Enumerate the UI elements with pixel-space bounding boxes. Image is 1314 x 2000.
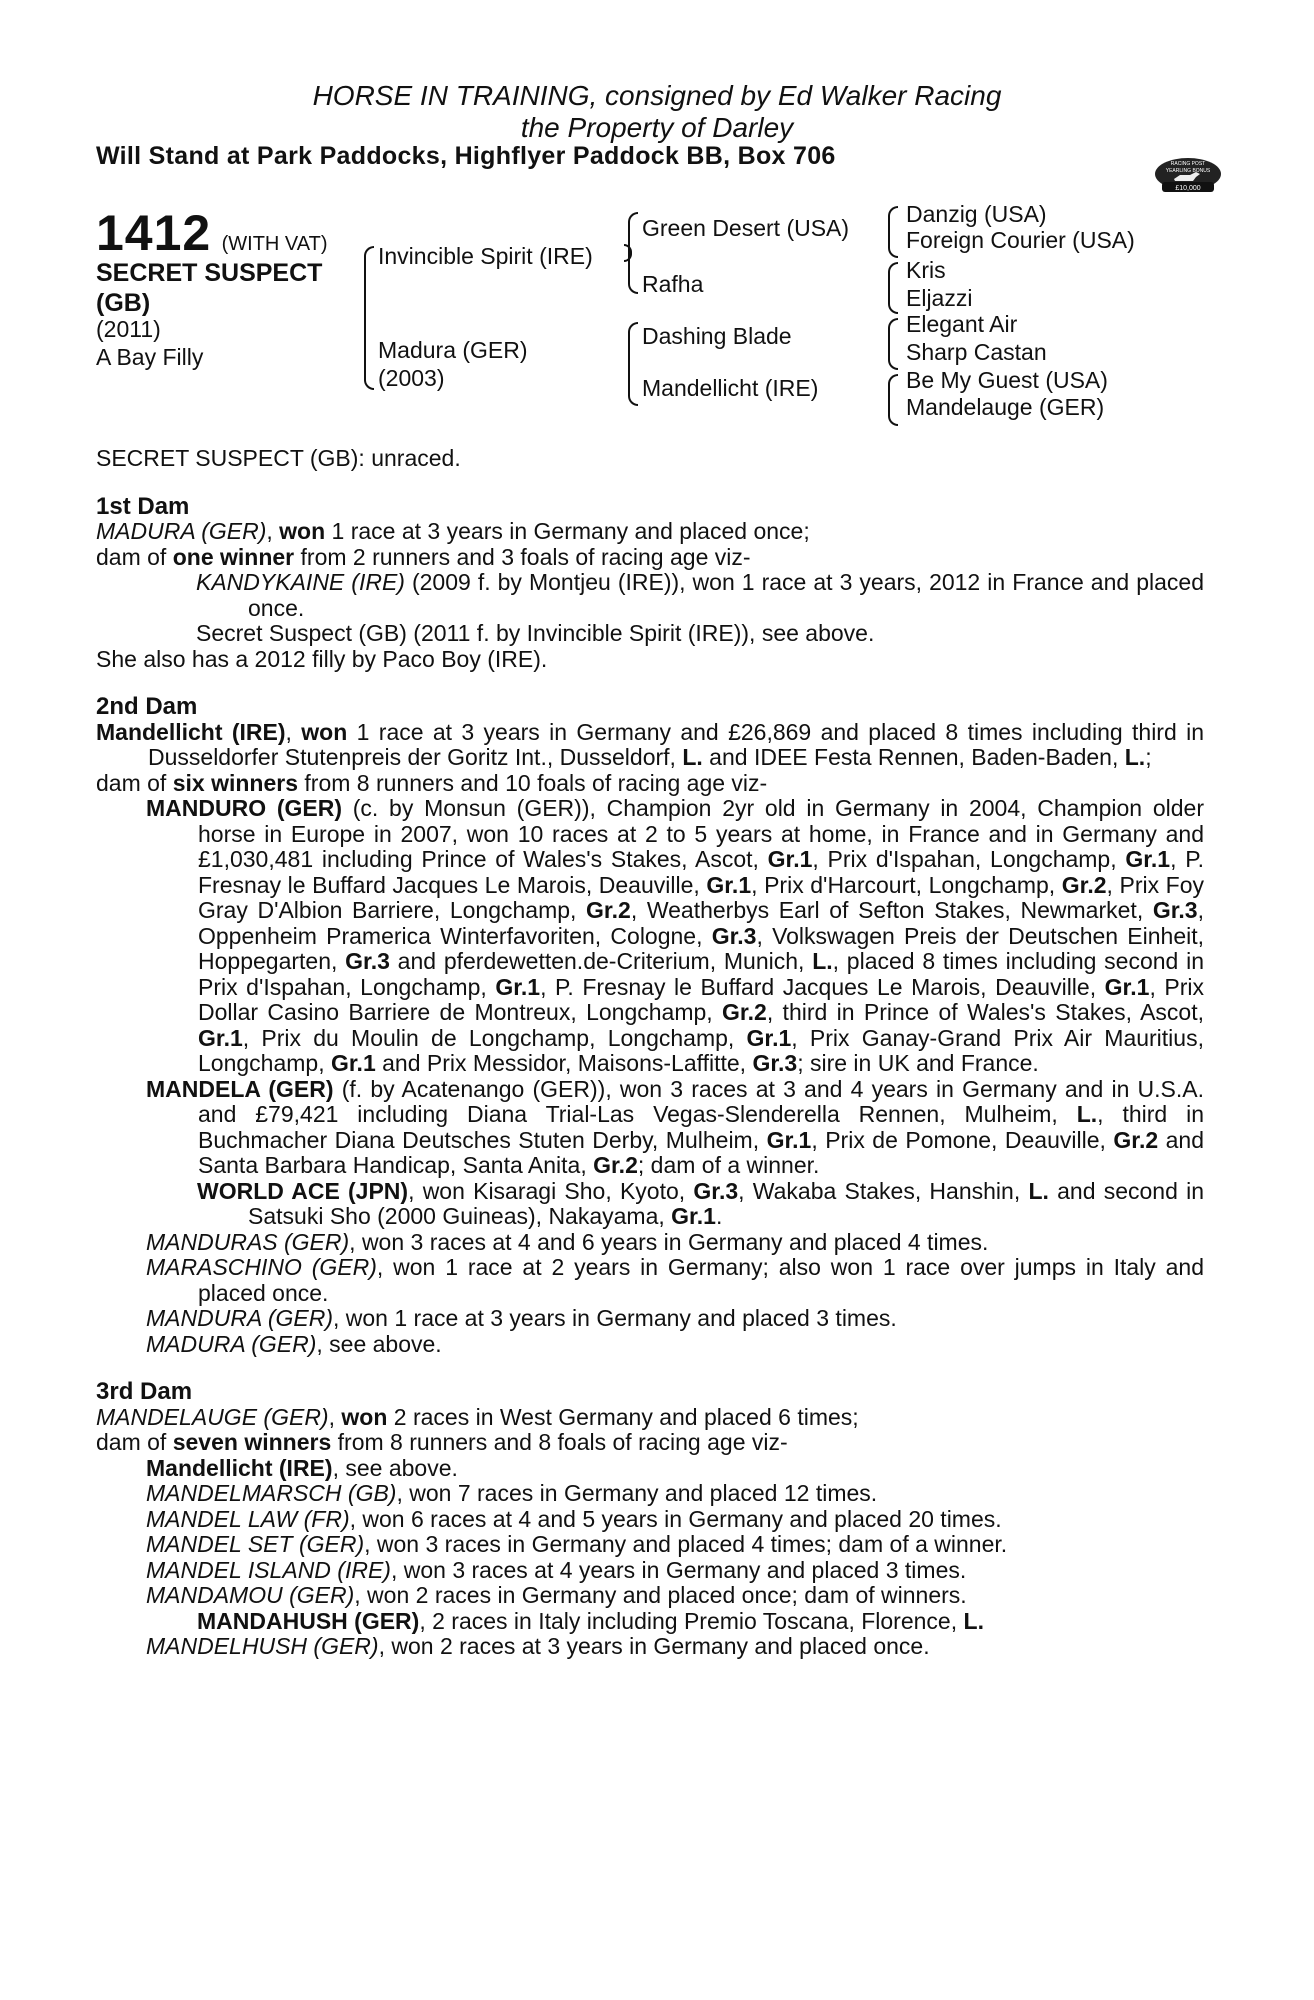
badge-top-text: RACING POST (1170, 161, 1206, 167)
pedigree-brace-dam (628, 322, 638, 406)
second-dam-produce: dam of six winners from 8 runners and 10 foals of racing age viz- (96, 769, 768, 796)
horse-description: A Bay Filly (96, 344, 204, 370)
catalogue-body (96, 446, 1204, 1660)
third-dam-heading: 3rd Dam (96, 1378, 193, 1405)
list-item: WORLD ACE (JPN), won Kisaragi Sho, Kyoto, Gr.3, Wakaba Stakes, Hanshin, L. and second in Satsuki Sho (2000 Guineas), Nakayama, Gr.1. (197, 1177, 1204, 1229)
pedigree-dam-year: (2003) (378, 365, 445, 391)
list-item: MANDURA (GER), won 1 race at 3 years in Germany and placed 3 times. (146, 1305, 897, 1331)
second-dam-heading: 2nd Dam (96, 693, 198, 720)
pedigree-dam-dam: Mandellicht (IRE) (642, 375, 819, 401)
lot-number: 1412 (96, 205, 212, 261)
list-item: MANDELA (GER) (f. by Acatenango (GER)), won 3 races at 3 and 4 years in Germany and in U.S.A. and £79,421 including Diana Trial-Las Vegas-Slenderella Rennen, Mulheim, L., third in Buchmacher Diana Deutsches Stuten Derby, Mulheim, Gr.1, Prix de Pomone, Deauville, Gr.2 and Santa Barbara Handicap, Santa Anita, Gr.2; dam of a winner. (146, 1075, 1205, 1178)
lot-vat: (WITH VAT) (221, 233, 328, 255)
pedigree-g1: Danzig (USA) (906, 201, 1047, 227)
badge-amount: £10,000 (1175, 185, 1201, 192)
header-subtitle: the Property of Darley (520, 112, 794, 143)
third-dam-record: MANDELAUGE (GER), won 2 races in West Germany and placed 6 times; (96, 1403, 859, 1430)
list-item: MADURA (GER), see above. (146, 1330, 442, 1357)
pedigree-sire-sire: Green Desert (USA) (642, 215, 850, 241)
pedigree-brace-g2 (888, 262, 898, 314)
pedigree-g5: Elegant Air (906, 311, 1018, 337)
list-item: MARASCHINO (GER), won 1 race at 2 years in Germany; also won 1 race over jumps in Italy and placed once. (146, 1254, 1205, 1306)
race-summary: SECRET SUSPECT (GB): unraced. (96, 445, 461, 471)
pedigree-g4: Eljazzi (906, 285, 973, 311)
pedigree-g6: Sharp Castan (906, 339, 1047, 365)
first-dam-record: MADURA (GER), won 1 race at 3 years in Germany and placed once; (96, 518, 810, 544)
list-item: MANDAMOU (GER), won 2 races in Germany and placed once; dam of winners. (146, 1582, 967, 1608)
list-item: Mandellicht (IRE), see above. (146, 1454, 458, 1481)
stand-location: Will Stand at Park Paddocks, Highflyer Paddock BB, Box 706 (96, 142, 836, 170)
list-item: MANDEL SET (GER), won 3 races in Germany and placed 4 times; dam of a winner. (146, 1531, 1008, 1557)
pedigree-g7: Be My Guest (USA) (906, 367, 1108, 393)
list-item: MANDURAS (GER), won 3 races at 4 and 6 years in Germany and placed 4 times. (146, 1228, 989, 1255)
pedigree-brace-g4 (888, 374, 898, 426)
pedigree-g2: Foreign Courier (USA) (906, 227, 1135, 253)
badge-mid-text: YEARLING BONUS (1165, 168, 1211, 174)
first-dam-produce: dam of one winner from 2 runners and 3 foals of racing age viz- (96, 543, 751, 570)
third-dam-produce: dam of seven winners from 8 runners and 8 foals of racing age viz- (96, 1429, 788, 1455)
first-dam-heading: 1st Dam (96, 492, 190, 520)
pedigree-brace-g1 (888, 206, 898, 258)
pedigree-g3: Kris (906, 257, 946, 283)
yearling-bonus-badge-icon (1152, 152, 1224, 198)
list-item: KANDYKAINE (IRE) (2009 f. by Montjeu (IRE)), won 1 race at 3 years, 2012 in France and placed once. (196, 569, 1204, 621)
list-item: MANDEL LAW (FR), won 6 races at 4 and 5 years in Germany and placed 20 times. (146, 1505, 1002, 1532)
pedigree-sire: Invincible Spirit (IRE) (378, 243, 593, 269)
list-item: MANDEL ISLAND (IRE), won 3 races at 4 years in Germany and placed 3 times. (146, 1556, 967, 1583)
horse-year: (2011) (96, 316, 161, 342)
lot-heading (96, 204, 328, 262)
horse-name: SECRET SUSPECT (GB) (96, 259, 323, 317)
pedigree-dam: Madura (GER) (378, 337, 528, 363)
horse-details (96, 315, 203, 371)
list-item: MANDAHUSH (GER), 2 races in Italy including Premio Toscana, Florence, L. (197, 1607, 984, 1634)
list-item: MANDELMARSCH (GB), won 7 races in Germany and placed 12 times. (146, 1480, 878, 1506)
pedigree-g8: Mandelauge (GER) (906, 394, 1105, 420)
first-dam-also: She also has a 2012 filly by Paco Boy (IRE). (96, 645, 548, 672)
list-item: Secret Suspect (GB) (2011 f. by Invincible Spirit (IRE)), see above. (196, 620, 875, 646)
header-title: HORSE IN TRAINING, consigned by Ed Walker Racing (312, 80, 1002, 111)
pedigree-brace-main (364, 246, 374, 390)
pedigree-sire-dam: Rafha (642, 271, 704, 297)
list-item: MANDURO (GER) (c. by Monsun (GER)), Champion 2yr old in Germany in 2004, Champion older horse in Europe in 2007, won 10 races at 2 to 5 years at home, in France and in Germany and £1,030,481 including Prince of Wales's Stakes, Ascot, Gr.1, Prix d'Ispahan, Longchamp, Gr.1, P. Fresnay le Buffard Jacques Le Marois, Deauville, Gr.1, Prix d'Harcourt, Longchamp, Gr.2, Prix Foy Gray D'Albion Barriere, Longchamp, Gr.2, Weatherbys Earl of Sefton Stakes, Newmarket, Gr.3, Oppenheim Pramerica Winterfavoriten, Cologne, Gr.3, Volkswagen Preis der Deutschen Einheit, Hoppegarten, Gr.3 and pferdewetten.de-Criterium, Munich, L., placed 8 times including second in Prix d'Ispahan, Longchamp, Gr.1, P. Fresnay le Buffard Jacques Le Marois, Deauville, Gr.1, Prix Dollar Casino Barriere de Montreux, Longchamp, Gr.2, third in Prince of Wales's Stakes, Ascot, Gr.1, Prix du Moulin de Longchamp, Longchamp, Gr.1, Prix Ganay-Grand Prix Air Mauritius, Longchamp, Gr.1 and Prix Messidor, Maisons-Laffitte, Gr.3; sire in UK and France. (146, 795, 1205, 1076)
pedigree-brace-g3 (888, 318, 898, 370)
pedigree-dam-sire: Dashing Blade (642, 323, 792, 349)
second-dam-record: Mandellicht (IRE), won 1 race at 3 years in Germany and £26,869 and placed 8 times including third in Dusseldorfer Stutenpreis der Goritz Int., Dusseldorf, L. and IDEE Festa Rennen, Baden-Baden, L.; (96, 718, 1205, 770)
list-item: MANDELHUSH (GER), won 2 races at 3 years in Germany and placed once. (146, 1633, 930, 1659)
